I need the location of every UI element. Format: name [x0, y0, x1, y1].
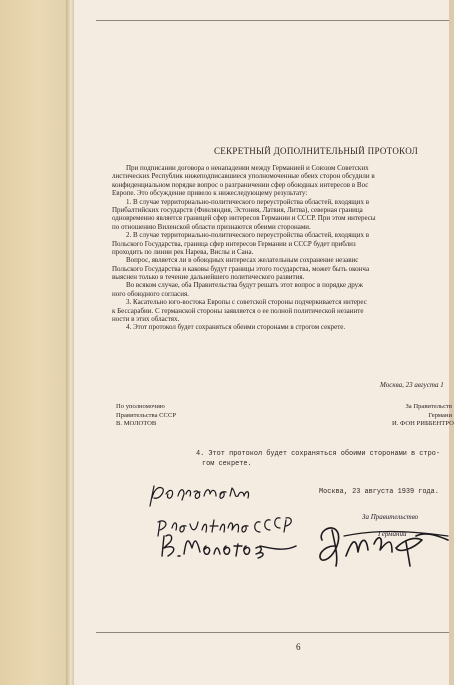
- book-spine: [66, 0, 74, 685]
- signatory-left-name: В. МОЛОТОВ: [116, 420, 157, 428]
- typewritten-line: гом секрете.: [202, 460, 252, 468]
- body-line: Вопрос, является ли в обоюдных интересах желательным сохранение независ: [126, 256, 359, 265]
- typewritten-line: 4. Этот протокол будет сохраняться обоими сторонами в стро-: [196, 450, 440, 458]
- body-line: по отношению Виленской области признаются обеими сторонами.: [112, 222, 311, 231]
- body-line: ного обоюдного согласия.: [112, 289, 189, 298]
- bottom-rule: [96, 632, 449, 633]
- typewritten-date: Москва, 23 августа 1939 года.: [319, 488, 439, 496]
- handwriting-left-line2: [158, 518, 291, 536]
- body-line: ности в этих областях.: [112, 315, 180, 324]
- body-line: конфиденциальном порядке вопрос о разграничении сфер обоюдных интересов в Вос: [112, 180, 369, 189]
- body-line: выяснен только в течение дальнейшего политического развития.: [112, 273, 305, 282]
- body-line: 2. В случае территориально-политического переустройства областей, входящих в: [126, 231, 369, 240]
- body-line: Прибалтийских государств (Финляндия, Эстония, Латвия, Литва), северная граница: [112, 205, 363, 214]
- handwriting-left-molotov: [162, 535, 296, 558]
- book-cover-edge: [0, 0, 70, 685]
- signatory-left-line1: По уполномочию: [116, 403, 165, 410]
- body-line: 4. Этот протокол будет сохраняться обеими сторонами в строгом секрете.: [126, 323, 346, 332]
- body-line: листических Республик нижеподписавшиеся уполномоченные обеих сторон обсудили в: [112, 172, 375, 181]
- body-line: Польского Государства, граница сфер интересов Германии и СССР будет приблиз: [112, 239, 356, 248]
- body-line: проходить по линии рек Нарева, Вислы и Сана.: [112, 247, 254, 256]
- signatory-right-name: И. ФОН РИББЕНТРО: [392, 420, 454, 428]
- signatory-left-line2: Правительства СССР: [116, 411, 177, 419]
- signatory-right-line1: За Правительств: [405, 403, 452, 410]
- page-number: 6: [296, 642, 301, 652]
- body-line: 3. Касательно юго-востока Европы с советской стороны подчеркивается интерес: [126, 298, 367, 307]
- body-line: одновременно является границей сфер интересов Германии и СССР. При этом интересы: [112, 214, 376, 223]
- handwriting-left-line1: [150, 486, 249, 506]
- handwritten-right-line2: Германии: [378, 530, 407, 538]
- body-line: 1. В случае территориально-политического переустройства областей, входящих в: [126, 197, 369, 206]
- typed-date: Москва, 23 августа 1: [380, 381, 444, 389]
- body-line: При подписании договора о ненападении между Германией и Союзом Советских: [126, 164, 369, 172]
- handwritten-signatures: [74, 0, 449, 685]
- signatory-right-line2: Германи: [428, 411, 452, 419]
- document-page: [74, 0, 454, 685]
- protocol-title: СЕКРЕТНЫЙ ДОПОЛНИТЕЛЬНЫЙ ПРОТОКОЛ: [214, 146, 418, 156]
- handwritten-right-line1: За Правительство: [362, 513, 419, 521]
- body-line: Во всяком случае, оба Правительства будут решать этот вопрос в порядке друж: [126, 281, 363, 290]
- body-line: к Бессарабии. С германской стороны заявляется о ее полной политической незаинте: [112, 306, 364, 315]
- body-line: Европе. Это обсуждение привело к нижеследующему результату:: [112, 189, 308, 198]
- body-line: Польского Государства и каковы будут границы этого государства, может быть оконча: [112, 264, 370, 273]
